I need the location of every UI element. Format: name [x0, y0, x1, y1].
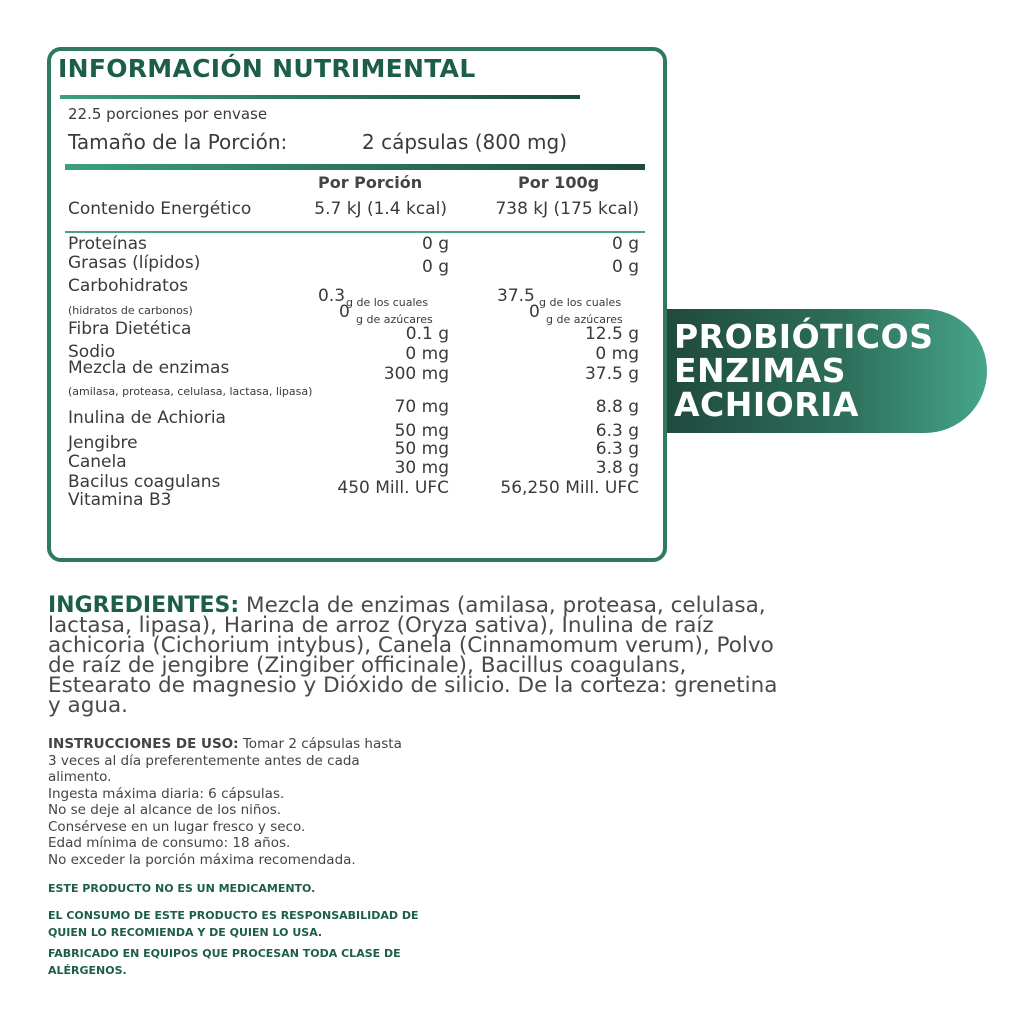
row-c1-jengibre: 50 mg — [394, 421, 449, 441]
row-c2-proteinas: 0 g — [611, 234, 639, 254]
row-c1-inulina: 70 mg — [394, 397, 449, 417]
energy-divider — [65, 231, 645, 233]
instructions-line-1: Tomar 2 cápsulas hasta — [238, 736, 402, 752]
row-c1-proteinas: 0 g — [421, 234, 449, 254]
row-c1-enzimas: 300 mg — [383, 364, 449, 384]
warning-responsibility: EL CONSUMO DE ESTE PRODUCTO ES RESPONSABILIDAD DE QUIEN LO RECOMIENDA Y DE QUIEN LO USA. — [48, 909, 419, 939]
row-c1-sodio: 0 mg — [405, 344, 449, 364]
row-label-carbohidratos: Carbohidratos — [68, 276, 189, 296]
row-c1-grasas: 0 g — [421, 257, 449, 277]
serving-size-value: 2 cápsulas (800 mg) — [362, 130, 568, 154]
energy-per-serving: 5.7 kJ (1.4 kcal) — [314, 199, 447, 219]
tab-line-achioria: ACHIORIA — [674, 385, 859, 424]
row-c2-sodio: 0 mg — [595, 344, 639, 364]
carb-c1-value: 0.3 — [318, 286, 346, 306]
tab-line-probioticos: PROBIÓTICOS — [674, 317, 934, 356]
row-c2-inulina: 8.8 g — [595, 397, 639, 417]
carb-c2-sugar-value: 0 — [529, 302, 540, 322]
instructions-heading: INSTRUCCIONES DE USO: — [48, 736, 239, 752]
row-label-canela: Canela — [68, 452, 127, 472]
title-divider — [60, 95, 580, 99]
row-label-enzimas: Mezcla de enzimas — [68, 358, 230, 378]
carb-c1-of-which: g de los cuales — [346, 296, 429, 309]
row-c2-grasas: 0 g — [611, 257, 639, 277]
row-c1-bacilus: 30 mg — [394, 458, 449, 478]
col-header-per-serving: Por Porción — [318, 173, 423, 192]
energy-label: Contenido Energético — [68, 199, 252, 219]
row-c2-fibra: 12.5 g — [584, 324, 639, 344]
ingredients-heading: INGREDIENTES: — [48, 593, 240, 618]
instructions-line-6: Consérvese en un lugar fresco y seco. — [48, 818, 306, 835]
col-header-per-100g: Por 100g — [518, 173, 600, 192]
instructions-line-4: Ingesta máxima diaria: 6 cápsulas. — [48, 785, 285, 802]
row-label-sodio: Sodio — [68, 342, 116, 362]
tab-line-enzimas: ENZIMAS — [674, 351, 847, 390]
row-c2-bacilus: 3.8 g — [595, 458, 639, 478]
serving-divider — [65, 164, 645, 170]
row-label-proteinas: Proteínas — [68, 234, 147, 254]
row-c1-vitamina: 450 Mill. UFC — [337, 478, 449, 498]
carb-c2-value: 37.5 — [497, 286, 535, 306]
carb-c2-of-which: g de los cuales — [539, 296, 622, 309]
row-c1-canela: 50 mg — [394, 439, 449, 459]
carb-c1-sugar-value: 0 — [339, 302, 350, 322]
row-sub-carbohidratos: (hidratos de carbonos) — [68, 304, 193, 317]
row-c2-enzimas: 37.5 g — [584, 364, 639, 384]
row-sub-enzimas: (amilasa, proteasa, celulasa, lactasa, lipasa) — [68, 385, 313, 398]
warning-medicine: ESTE PRODUCTO NO ES UN MEDICAMENTO. — [48, 882, 316, 895]
row-label-grasas: Grasas (lípidos) — [68, 253, 201, 273]
serving-size-label: Tamaño de la Porción: — [68, 130, 288, 154]
instructions-line-8: No exceder la porción máxima recomendada. — [48, 851, 356, 868]
row-c2-jengibre: 6.3 g — [595, 421, 639, 441]
row-label-inulina: Inulina de Achioria — [68, 408, 226, 428]
row-c2-vitamina: 56,250 Mill. UFC — [500, 478, 639, 498]
ingredients-text: Mezcla de enzimas (amilasa, proteasa, celulasa, lactasa, lipasa), Harina de arroz (Oryza sativa), Inulina de raíz achicoria (Cichorium intybus), Canela (Cinnamomum verum), Polvo de raíz de jengibre (Zingiber officinale), Bacillus coagulans, Estearato de magnesio y Dióxido de silicio. De la corteza: grenetina y agua. — [48, 593, 778, 718]
panel-title: INFORMACIÓN NUTRIMENTAL — [58, 54, 476, 83]
warning-allergens: FABRICADO EN EQUIPOS QUE PROCESAN TODA CLASE DE ALÉRGENOS. — [48, 947, 401, 977]
row-c1-fibra: 0.1 g — [405, 324, 449, 344]
row-c2-canela: 6.3 g — [595, 439, 639, 459]
product-tab-text — [674, 317, 934, 424]
carb-c2-sugars: g de azúcares — [546, 313, 623, 326]
row-label-fibra: Fibra Dietética — [68, 319, 192, 339]
carb-c1-sugars: g de azúcares — [356, 313, 433, 326]
ingredients-block — [48, 593, 788, 718]
row-label-jengibre: Jengibre — [68, 433, 138, 453]
instructions-line-3: alimento. — [48, 769, 112, 785]
row-label-vitamina: Vitamina B3 — [68, 490, 172, 510]
instructions-line-2: 3 veces al día preferentemente antes de cada — [48, 752, 360, 769]
instructions-block — [48, 736, 468, 868]
instructions-line-7: Edad mínima de consumo: 18 años. — [48, 835, 291, 851]
instructions-line-5: No se deje al alcance de los niños. — [48, 802, 282, 818]
row-label-bacilus: Bacilus coagulans — [68, 472, 221, 492]
servings-per-container: 22.5 porciones por envase — [68, 105, 268, 123]
energy-per-100g: 738 kJ (175 kcal) — [495, 199, 639, 219]
